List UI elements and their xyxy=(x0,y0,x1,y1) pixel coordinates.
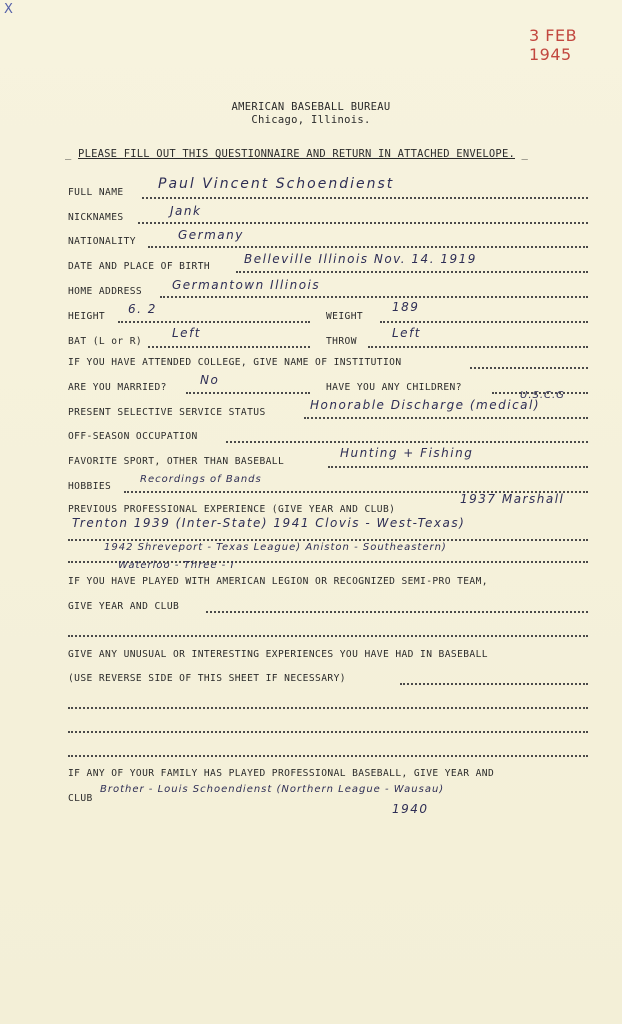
header-org: AMERICAN BASEBALL BUREAU xyxy=(231,101,391,113)
answer-weight: 189 xyxy=(392,300,420,314)
dots-offseason xyxy=(226,440,588,443)
dots-birth xyxy=(236,270,588,273)
answer-throw: Left xyxy=(392,326,421,340)
answer-family-2: 1940 xyxy=(392,802,429,816)
answer-selective: Honorable Discharge (medical) xyxy=(310,398,541,412)
answer-height: 6. 2 xyxy=(128,302,157,316)
label-hobbies: HOBBIES xyxy=(68,481,112,492)
answer-hobbies: Recordings of Bands xyxy=(140,474,262,485)
label-unusual-2: (USE REVERSE SIDE OF THIS SHEET IF NECESSARY) xyxy=(68,673,346,684)
instruction-line: _ PLEASE FILL OUT THIS QUESTIONNAIRE AND RETURN IN ATTACHED ENVELOPE. _ xyxy=(65,148,529,160)
dots-throw xyxy=(368,345,588,348)
answer-birth: Belleville Illinois Nov. 14. 1919 xyxy=(244,252,477,266)
dots-legion-2 xyxy=(206,610,588,613)
answer-prev-exp-4: Waterloo - Three - I xyxy=(118,560,235,571)
corner-mark: X xyxy=(4,2,13,17)
label-nationality: NATIONALITY xyxy=(68,236,136,247)
label-sport: FAVORITE SPORT, OTHER THAN BASEBALL xyxy=(68,456,285,467)
answer-sport: Hunting + Fishing xyxy=(340,446,474,460)
answer-nicknames: Jank xyxy=(170,204,202,218)
label-full-name: FULL NAME xyxy=(68,187,124,198)
dots-college xyxy=(470,366,588,369)
answer-full-name: Paul Vincent Schoendienst xyxy=(158,176,395,192)
label-bat: BAT (L or R) xyxy=(68,336,143,347)
label-selective: PRESENT SELECTIVE SERVICE STATUS xyxy=(68,407,266,418)
answer-prev-exp-2: Trenton 1939 (Inter-State) 1941 Clovis - West-Texas) xyxy=(72,516,466,530)
dots-nationality xyxy=(148,245,588,248)
dots-full-name xyxy=(142,196,588,199)
label-married: ARE YOU MARRIED? xyxy=(68,382,167,393)
dots-address xyxy=(160,295,588,298)
dots-unusual-3 xyxy=(68,706,588,709)
dots-nicknames xyxy=(138,221,588,224)
label-family-1: IF ANY OF YOUR FAMILY HAS PLAYED PROFESSIONAL BASEBALL, GIVE YEAR AND xyxy=(68,768,495,779)
label-weight: WEIGHT xyxy=(326,311,364,322)
dots-height xyxy=(118,320,310,323)
dots-bat xyxy=(148,345,310,348)
label-height: HEIGHT xyxy=(68,311,106,322)
dots-prev-exp-2 xyxy=(68,538,588,541)
dots-sport xyxy=(328,465,588,468)
date-stamp: 3 FEB 1945 xyxy=(529,26,578,64)
label-birth: DATE AND PLACE OF BIRTH xyxy=(68,261,211,272)
label-offseason: OFF-SEASON OCCUPATION xyxy=(68,431,198,442)
label-children: HAVE YOU ANY CHILDREN? xyxy=(326,382,462,393)
answer-family-1: Brother - Louis Schoendienst (Northern League - Wausau) xyxy=(100,784,445,795)
label-family-2: CLUB xyxy=(68,793,93,804)
label-college: IF YOU HAVE ATTENDED COLLEGE, GIVE NAME OF INSTITUTION xyxy=(68,357,402,368)
label-legion-1: IF YOU HAVE PLAYED WITH AMERICAN LEGION OR RECOGNIZED SEMI-PRO TEAM, xyxy=(68,576,488,587)
answer-prev-exp-3: 1942 Shreveport - Texas League) Aniston - Southeastern) xyxy=(104,542,447,553)
answer-selective-note: U.S.C.G xyxy=(520,390,565,401)
dots-selective xyxy=(304,416,588,419)
label-prev-exp: PREVIOUS PROFESSIONAL EXPERIENCE (GIVE YEAR AND CLUB) xyxy=(68,504,396,515)
label-throw: THROW xyxy=(326,336,357,347)
answer-nationality: Germany xyxy=(178,228,244,242)
dots-unusual-2 xyxy=(400,682,588,685)
answer-bat: Left xyxy=(172,326,201,340)
label-nicknames: NICKNAMES xyxy=(68,212,124,223)
answer-prev-exp-1: 1937 Marshall xyxy=(460,492,565,506)
dots-unusual-4 xyxy=(68,730,588,733)
header-city: Chicago, Illinois. xyxy=(251,114,371,126)
dots-weight xyxy=(380,320,588,323)
dots-married xyxy=(186,391,310,394)
dots-legion-3 xyxy=(68,634,588,637)
label-legion-2: GIVE YEAR AND CLUB xyxy=(68,601,180,612)
label-address: HOME ADDRESS xyxy=(68,286,143,297)
answer-address: Germantown Illinois xyxy=(172,278,321,292)
label-unusual-1: GIVE ANY UNUSUAL OR INTERESTING EXPERIENCES YOU HAVE HAD IN BASEBALL xyxy=(68,649,488,660)
dots-unusual-5 xyxy=(68,754,588,757)
answer-married: No xyxy=(200,373,220,387)
